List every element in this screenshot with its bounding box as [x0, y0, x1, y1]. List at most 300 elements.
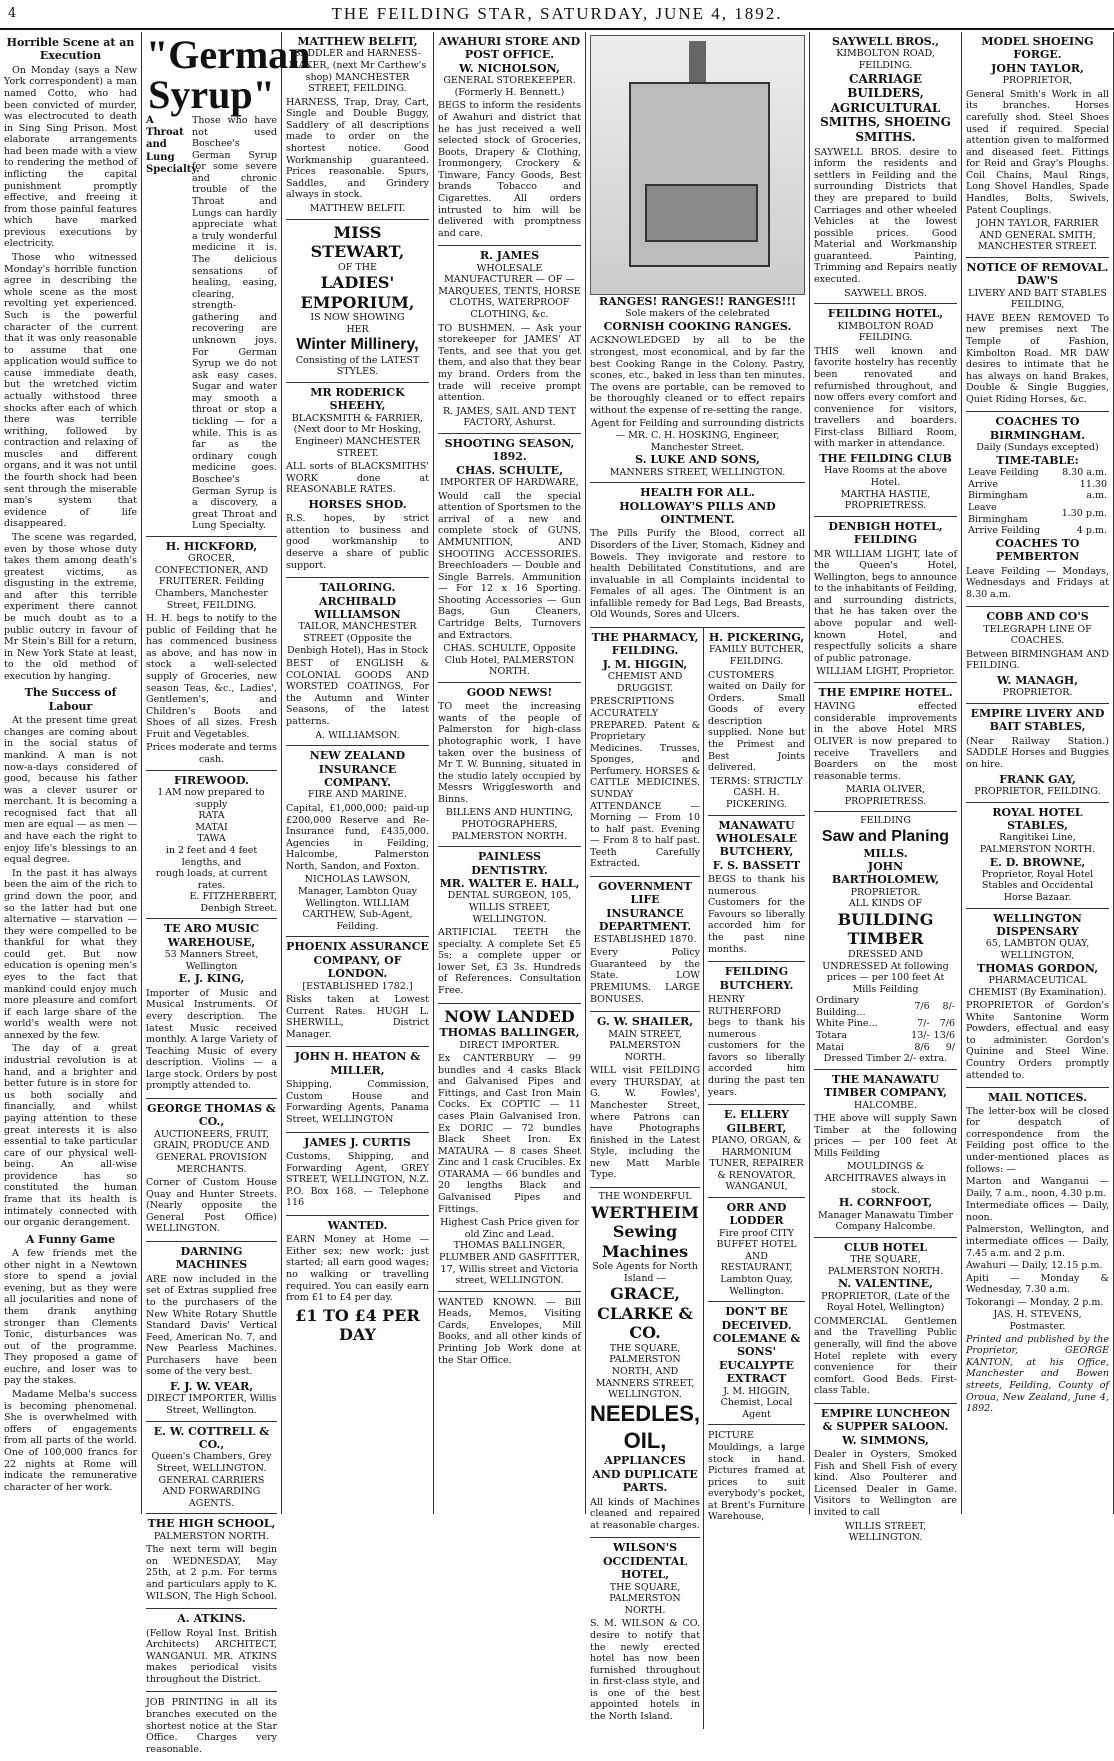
- ad-feilding-hotel: [814, 304, 957, 516]
- ad-text: HAVE BEEN REMOVED To new premises next The Temple of Fashion, Kimbolton Road. MR DAW desires to intimate that he has always on hand Brakes, Double & Single Buggies, Quiet Riding Horses, &c.: [966, 312, 1109, 405]
- ad-text: Dealer in Oysters, Smoked Fish and Shell Fish of every kind. Also Poulterer and Licensed Dealer in Game. Visitors to Wellington are invited to call: [814, 1449, 957, 1519]
- ad-text: Shipping, Commission, Custom House and Forwarding Agents, Panama Street, WELLINGTON: [286, 1079, 429, 1125]
- ad-heading: SHOOTING SEASON, 1892.: [444, 436, 575, 464]
- ad-subheading: MANNERS STREET, WELLINGTON.: [609, 466, 786, 478]
- ad-line: TAWA: [197, 833, 226, 845]
- ad-text: MR WILLIAM LIGHT, late of the Queen's Hotel, Wellington, begs to announce to the inhabitants of Feilding, and surrounding districts, that he has taken over the above popular and well-known Hotel, and respectfully solicits a share of public patronage.: [814, 548, 957, 664]
- ad-heading: CARRIAGE BUILDERS, AGRICULTURAL SMITHS, SHOEING SMITHS.: [820, 71, 951, 145]
- ad-nz-insurance: [286, 746, 429, 937]
- ad-text: ARTIFICIAL TEETH the specialty. A complete Set £5 5s; a complete upper or lower Set, £3 3s. Hundreds of References. Consultation Free.: [438, 927, 581, 997]
- ad-signature: MATTHEW BELFIT.: [309, 202, 406, 214]
- ad-signature: TERMS: STRICTLY CASH. H. PICKERING.: [710, 775, 803, 810]
- ad-text: Capital, £1,000,000; paid-up £200,000 Reserve and Re-Insurance fund, £435,000. Agencies in Feilding, Halcombe, Palmerston North, Sandon, and Foxton.: [286, 802, 429, 872]
- ad-line: Consisting of the LATEST STYLES.: [295, 354, 420, 378]
- ad-line: WILLIS STREET, WELLINGTON.: [844, 1520, 927, 1544]
- ad-heading: W. MANAGH,: [996, 674, 1079, 688]
- story-execution: [4, 36, 137, 682]
- table-row: White Pine... 7/- 7/6: [816, 1018, 955, 1030]
- ad-curtis: [286, 1133, 429, 1216]
- ad-heading: HEALTH FOR ALL.: [640, 486, 755, 500]
- ad-heading: PHOENIX ASSURANCE COMPANY, OF LONDON.: [286, 940, 429, 981]
- ad-text: TO meet the increasing wants of the people of Palmerston for high-class photographic work, I have taken over the business of Mr T. W. Bunning, situated in the studio lately occupied by Messrs Wrigglesworth and Binns.: [438, 701, 581, 805]
- column-6: [810, 32, 962, 1544]
- ad-signature: A. WILLIAMSON.: [315, 729, 400, 741]
- ad-signature: JOHN TAYLOR, FARRIER AND GENERAL SMITH, MANCHESTER STREET.: [976, 218, 1099, 253]
- ad-government-insurance: [590, 877, 700, 1012]
- ad-heading: GOOD NEWS!: [466, 685, 553, 699]
- ad-line: rough loads, at current rates.: [155, 868, 268, 891]
- ad-signature: JAS. H. STEVENS, Postmaster.: [993, 1309, 1082, 1333]
- ad-heading: NOW LANDED: [444, 1006, 575, 1026]
- ad-text: EARN Money at Home — Either sex; new work; just started; all earn good wages; no walking or travelling required. You can easily earn from £1 to £4 per day.: [286, 1234, 429, 1304]
- ad-text: Leave Feilding — Mondays, Wednesdays and Fridays at 8.30 a.m.: [966, 565, 1109, 600]
- ad-heading: FEILDING HOTEL,: [827, 307, 944, 321]
- ad-heading: COACHES TO PEMBERTON: [995, 536, 1080, 564]
- ad-empire-livery: [966, 704, 1109, 803]
- ad-text: COMMERCIAL Gentlemen and the Travelling Public generally, will find the above Hotel replete with every convenience for their comfort. Good Beds. First-class Table.: [814, 1315, 957, 1397]
- ad-royal-stables: [966, 803, 1109, 909]
- column-7: [962, 32, 1114, 1514]
- ad-text: BEST of ENGLISH & COLONIAL GOODS AND WORSTED COATINGS, For the Autumn and Winter Seasons, of the latest patterns.: [286, 658, 429, 727]
- ad-job-printing: [146, 1692, 277, 1761]
- ad-cobb-coaches: [966, 607, 1109, 704]
- ad-text: HARNESS, Trap, Dray, Cart, Single and Double Buggy, Saddlery of all descriptions made to order on the shortest notice. Good Workmanship guaranteed. Prices reasonable. Spurs, Saddles, and Grindery always in stock.: [286, 96, 429, 201]
- ad-heading: CLUB HOTEL: [844, 1240, 927, 1254]
- ad-heading: Sewing Machines: [601, 1222, 689, 1261]
- ad-heading: E. J. KING,: [178, 972, 245, 986]
- ad-dentistry: [438, 847, 581, 1003]
- ad-text: BEGS to thank his numerous Customers for the Favours so liberally accorded him for the past nine months.: [708, 874, 805, 955]
- ad-heading: Saw and Planing: [821, 828, 950, 846]
- ad-belfit: [286, 32, 429, 220]
- ad-heading: WANTED.: [327, 1218, 388, 1232]
- ad-subheading: DIRECT IMPORTER, Willis Street, Wellington.: [146, 1393, 277, 1416]
- ad-line: in 2 feet and 4 feet lengths, and: [165, 844, 258, 868]
- ad-subheading: GENERAL STOREKEEPER. (Formerly H. Bennett.): [443, 75, 576, 98]
- ad-text: PROPRIETOR of Gordon's White Santonine Worm Powders, effectual and easy to administer. Gordon's Quinine and Steel Wine. Country Orders promptly attended to.: [966, 1000, 1109, 1081]
- ad-heading: THE EMPIRE HOTEL.: [818, 685, 953, 699]
- ad-george-thomas: [146, 1099, 277, 1242]
- ad-heading: THOMAS GORDON,: [976, 961, 1099, 975]
- ad-heading: E. ELLERY GILBERT,: [724, 1108, 789, 1135]
- ad-text: All kinds of Machines cleaned and repaired at reasonable charges.: [590, 1496, 701, 1531]
- ad-music-warehouse: [146, 919, 277, 1099]
- ad-subheading: FIRE AND MARINE.: [307, 789, 408, 801]
- ad-signature: NICHOLAS LAWSON, Manager, Lambton Quay Wellington. WILLIAM CARTHEW, Sub-Agent, Feilding.: [297, 874, 418, 932]
- ad-denbigh-hotel: [814, 517, 957, 683]
- ad-subheading: PHARMACEUTICAL CHEMIST (By Examination).: [968, 975, 1107, 998]
- ad-heading: F. S. BASSETT: [712, 858, 801, 872]
- ad-subheading: THE SQUARE, PALMERSTON NORTH.: [609, 1581, 681, 1616]
- ad-schulte: [438, 434, 581, 683]
- ad-text: SAYWELL BROS. desire to inform the residents and settlers in Feilding and the surrounding Districts that they are prepared to build Carriages and other wheeled Vehicles at the lowest possible prices. Good Material and Workmanship guaranteed. Painting, Trimming and Repairs neatly executed.: [814, 146, 957, 286]
- ad-text: (Fellow Royal Inst. British Architects) ARCHITECT, WANGANUI. MR. ATKINS makes periodical visits throughout the District.: [146, 1627, 277, 1685]
- ad-heading: F. J. W. VEAR,: [169, 1380, 254, 1393]
- ad-text: THIS well known and favorite hostelry has recently been renovated and refurnished throughout, and now offers every comfort and convenience for visitors, travellers and boarders. First-class Billiard Room, with marker in attendance.: [814, 345, 957, 450]
- ad-text: HENRY RUTHERFORD begs to thank his numerous customers for the favors so liberally accorded him during the past ten years.: [708, 993, 805, 1098]
- story-heading: Horrible Scene at an Execution: [6, 36, 135, 63]
- ad-heading: MR. WALTER E. HALL,: [439, 877, 580, 891]
- ad-feilding-butchery: [708, 962, 805, 1105]
- ad-signature: WILLIAM LIGHT, Proprietor.: [816, 666, 955, 678]
- ad-subheading: THE SQUARE, PALMERSTON NORTH, AND MANNERS STREET, WELLINGTON.: [595, 1342, 695, 1401]
- ad-subheading: HALCOMBE.: [853, 1099, 918, 1111]
- column-2: [142, 32, 311, 1755]
- ad-subheading: BLACKSMITH & FARRIER, (Next door to Mr Hosking, Engineer) MANCHESTER STREET.: [291, 412, 424, 459]
- ad-heading: SAYWELL BROS.,: [831, 35, 940, 48]
- table-row: Ordinary Building... 7/6 8/-: [816, 995, 955, 1018]
- ad-signature: THOMAS BALLINGER, PLUMBER AND GASFITTER, 17, Willis street and Victoria street, WELLINGTON.: [438, 1240, 581, 1287]
- ad-heading: J. M. HIGGIN,: [602, 657, 688, 671]
- ad-line: I AM now prepared to supply: [158, 787, 265, 810]
- ad-subheading: 53 Manners Street, Wellington: [164, 949, 259, 972]
- ad-heading: H. CORNFOOT,: [838, 1196, 933, 1210]
- ad-ballinger: [438, 1004, 581, 1292]
- table-row: Arrive Birmingham 11.30 a.m.: [968, 478, 1107, 502]
- sub-column-right: [708, 628, 805, 1729]
- story-paragraph: The day of a great industrial revolution is at hand, and a brighter and better future is in store for us both socially and financially, and whilst paying attention to these great interests it is also essential to take particular care of our physical well-being. An all-wise providence has so constituted the human frame that its health is intimately connected with our organic derangement.: [4, 1043, 137, 1229]
- ad-german-syrup: [146, 32, 311, 537]
- ad-manawatu-timber: [814, 1070, 957, 1238]
- ad-subheading: Have Rooms at the above Hotel.: [824, 465, 947, 488]
- ad-heading: THE FEILDING CLUB: [819, 451, 952, 465]
- ad-text: CUSTOMERS waited on Daily for Orders. Small Goods of every description supplied. None but the Primest and Best Joints delivered.: [708, 669, 805, 774]
- ad-heading: THOMAS BALLINGER,: [439, 1026, 580, 1040]
- ad-gilbert: [708, 1105, 805, 1198]
- ad-williamson: [286, 578, 429, 746]
- ad-hickford: [146, 537, 277, 771]
- table-row: Matai 8/6 9/: [816, 1041, 955, 1053]
- ad-pharmacy: [590, 628, 700, 877]
- ad-text: Between BIRMINGHAM AND FEILDING.: [966, 648, 1109, 672]
- ad-dispensary: [966, 909, 1109, 1089]
- ad-heading: MODEL SHOEING FORGE.: [981, 35, 1094, 62]
- mail-line: Apiti — Monday & Wednesday, 7.30 a.m.: [966, 1272, 1109, 1296]
- ad-heading: DARNING MACHINES: [175, 1244, 248, 1272]
- ad-subheading: PROPRIETOR.: [1002, 687, 1073, 699]
- ad-subheading: Manager Manawatu Timber Company Halcombe.: [818, 1209, 953, 1233]
- ad-subheading: AUCTIONEERS, FRUIT, GRAIN, PRODUCE AND GENERAL PROVISION MERCHANTS.: [153, 1128, 270, 1175]
- ad-signature: J. M. HIGGIN, Chemist, Local Agent: [720, 1385, 793, 1420]
- ad-heading: THE MANAWATU TIMBER COMPANY,: [824, 1072, 947, 1100]
- ad-subheading: DENTAL SURGEON, 105, WILLIS STREET, WELLINGTON.: [447, 890, 572, 925]
- ad-signature: MARTHA HASTIE, PROPRIETRESS.: [840, 488, 931, 512]
- ad-line: FEILDING: [860, 815, 911, 827]
- ad-subheading: PROPRIETOR, FEILDING.: [974, 785, 1101, 797]
- ad-heading: COACHES TO BIRMINGHAM.: [989, 415, 1086, 442]
- ad-james: [438, 246, 581, 434]
- story-paragraph: Those who witnessed Monday's horrible function agree in describing the whole scene as the most revolting yet experienced. Such is the powerful character of the current that it was only reasonable to assume that one application would suffice to cause immediate death, but the wretched victim actually withstood three shocks after each of which there was terrible writhing, followed by contraction and relaxing of muscles and different organs, and it was not until the fourth shock had been sent through the miserable man's system that evidence of life disappeared.: [4, 252, 137, 530]
- ad-subheading: Rangitikei Line, PALMERSTON NORTH.: [979, 832, 1096, 855]
- column-5: [586, 32, 810, 1722]
- ad-subheading: CHEMIST AND DRUGGIST.: [607, 671, 683, 694]
- ad-heading: W. SIMMONS,: [842, 1433, 929, 1447]
- timber-price-table: [814, 995, 957, 1053]
- ad-heading: RANGES! RANGES!! RANGES!!!: [599, 295, 796, 308]
- story-heading: The Success of Labour: [24, 686, 117, 713]
- ad-text: HAVING effected considerable improvements in the above Hotel MRS OLIVER is now prepared to receive Travellers and Boarders on the most reasonable terms.: [814, 701, 957, 782]
- ad-subheading: DIRECT IMPORTER.: [459, 1039, 560, 1051]
- ad-sheehy: [286, 383, 429, 578]
- ad-heading: A. ATKINS.: [177, 1612, 246, 1626]
- ad-heading: NEEDLES, OIL,: [590, 1400, 701, 1453]
- ad-text: The next term will begin on WEDNESDAY, May 25th, at 2 p.m. For terms and particulars apply to K. WILSON, The High School.: [146, 1544, 277, 1602]
- ad-subheading: Proprietor, Royal Hotel Stables and Occidental Horse Bazaar.: [981, 868, 1094, 904]
- ad-text: PICTURE Mouldings, a large stock in hand. Pictures framed at prices to suit everybody's pocket, at Brent's Furniture Warehouse,: [708, 1430, 805, 1523]
- ad-text: (Near Railway Station.) SADDLE Horses and Buggies on hire.: [966, 735, 1109, 770]
- ad-nicholson: [438, 32, 581, 246]
- ad-heading: H. PICKERING,: [708, 631, 805, 644]
- ad-model-forge: [966, 32, 1109, 258]
- ad-saywell: [814, 32, 957, 304]
- ad-manawatu-butchery: [708, 816, 805, 963]
- ad-club-hotel: [814, 1238, 957, 1404]
- ad-heading: CHAS. SCHULTE,: [456, 463, 563, 477]
- ad-line: PROPRIETOR.: [850, 886, 921, 898]
- ad-text: Customs, Shipping, and Forwarding Agent, GREY STREET, WELLINGTON, N.Z. P.O. Box 168. — Telephone 116: [286, 1150, 429, 1209]
- ad-subheading: PALMERSTON NORTH.: [153, 1530, 270, 1542]
- story-paragraph: On Monday (says a New York correspondent) a man named Cotto, who had been convicted of murder, was electrocuted to death in Sing Sing Prison. Most elaborate arrangements had been made with a view to rendering the method of inflicting the capital punishment promptly effective, and freeing it from those painful features which have marked previous executions by electricity.: [4, 64, 137, 250]
- ad-heading: G. W. SHAILER,: [596, 1015, 694, 1029]
- table-row: Leave Birmingham 1.30 p.m.: [968, 502, 1107, 525]
- ad-empire-luncheon: [814, 1404, 957, 1548]
- ad-heading: R. JAMES: [479, 249, 540, 263]
- ad-line: MATAI: [195, 821, 228, 833]
- ad-subheading: MAIN STREET, PALMERSTON NORTH.: [608, 1028, 682, 1063]
- ad-heading: WILSON'S OCCIDENTAL HOTEL,: [602, 1541, 688, 1582]
- ad-subheading: TAILOR, MANCHESTER STREET (Opposite the Denbigh Hotel), Has in Stock: [286, 621, 429, 656]
- ad-shailer: [590, 1012, 700, 1188]
- ad-subheading: Fire proof CITY BUFFET HOTEL AND RESTAURANT, Lambton Quay, Wellington.: [716, 1227, 797, 1297]
- ad-heading: £1 TO £4 PER DAY: [295, 1305, 420, 1345]
- ad-subheading: FAMILY BUTCHER, FEILDING.: [708, 644, 805, 667]
- ad-text: THE above will supply Sawn Timber at the following prices — per 100 feet At Mills Feilding: [814, 1113, 957, 1159]
- ad-subheading: PROPRIETOR, (Late of the Royal Hotel, Wellington): [821, 1290, 950, 1314]
- german-syrup-label: A Throat and Lung Specialty.: [146, 115, 200, 175]
- mail-line: Awahuri — Daily, 12.15 p.m.: [966, 1260, 1103, 1272]
- ad-text: PRESCRIPTIONS ACCURATELY PREPARED. Patent & Proprietary Medicines. Trusses, Sponges, and Perfumery. HORSES & CATTLE MEDICINES. SUNDAY ATTENDANCE — Morning — From 10 to half past. Evening — From 8 to half past. Teeth Carefully Extracted.: [590, 696, 701, 870]
- ad-heading: DAW'S: [1016, 274, 1059, 288]
- ad-subheading: KIMBOLTON ROAD, FEILDING.: [836, 48, 935, 71]
- ad-phoenix: [286, 937, 429, 1047]
- ad-subheading: LIVERY AND BAIT STABLES FEILDING,: [968, 287, 1107, 311]
- ad-heading: Winter Millinery,: [296, 336, 419, 354]
- ad-heading: FRANK GAY,: [999, 772, 1076, 786]
- ad-heading: EMPIRE LUNCHEON & SUPPER SALOON.: [820, 1406, 951, 1434]
- ad-footer: Prices moderate and terms cash.: [146, 742, 277, 766]
- ad-line: HER: [346, 323, 369, 335]
- ad-heading: TAILORING.: [319, 581, 396, 595]
- ad-text: H. H. begs to notify to the public of Feilding that he has commenced business as above, and has now in stock a well-selected supply of Groceries, new season Teas, &c., Ladies', Gentlemen's, and Children's Boots and Shoes of all sizes. Fresh Fruit and Vegetables.: [146, 613, 277, 740]
- ad-text: General Smith's Work in all its branches. Horses carefully shod. Steel Shoes used if required. Special attention given to malformed and diseased feet. Fittings for Reid and Gray's Ploughs. Coil Chains, Maul Rings, Long Shovel Handles, Spade Handles, Bolts, Swivels, Patent Couplings.: [966, 88, 1109, 216]
- ad-subheading: SADDLER and HARNESS-MAKER, (next Mr Carthew's shop) MANCHESTER STREET, FEILDING.: [288, 48, 427, 95]
- ad-wanted-known: [438, 1292, 581, 1372]
- mail-notices: [966, 1088, 1109, 1419]
- ad-text: ARE now included in the set of Extras supplied free to the purchasers of the New White Rotary Shuttle Standard Davis' Vertical Feed, American No. 7, and New Pearless Machines. Purchasers have been some of the very best.: [146, 1273, 277, 1378]
- ad-line: THE WONDERFUL: [598, 1191, 692, 1203]
- ad-heading: GOVERNMENT LIFE INSURANCE DEPARTMENT.: [598, 880, 692, 934]
- page-number: 4: [8, 6, 17, 21]
- ad-text: WANTED KNOWN. — Bill Heads, Memos, Visiting Cards, Envelopes, Mill Books, and all other kinds of Printing Job Work done at the Star Office.: [438, 1296, 581, 1366]
- ad-text: R.S. hopes, by strict attention to business and good workmanship to deserve a share of public support.: [286, 513, 429, 571]
- ad-good-news: [438, 683, 581, 847]
- ad-heading: GEORGE THOMAS & CO.,: [147, 1101, 276, 1129]
- story-funny-game: [4, 1233, 137, 1494]
- ad-subheading: DRESSED AND UNDRESSED At following prices — per 100 feet At Mills Feilding: [822, 948, 949, 995]
- ad-heading: ORR AND LODDER: [726, 1200, 787, 1228]
- ad-heading: JOHN TAYLOR,: [991, 61, 1084, 75]
- ad-line: MOULDINGS & ARCHITRAVES always in stock.: [824, 1161, 947, 1196]
- ad-heading: TE ARO MUSIC WAREHOUSE,: [163, 922, 260, 949]
- column-4: [434, 32, 586, 1514]
- ad-heading: S. LUKE AND SONS,: [635, 453, 760, 467]
- ad-picture-mouldings: [708, 1425, 805, 1529]
- ad-signature: E. FITZHERBERT, Denbigh Street.: [189, 891, 277, 914]
- ad-text: JOB PRINTING in all its branches executed on the shortest notice at the Star Office. Charges very reasonable.: [146, 1697, 277, 1755]
- ad-text: WILL visit FEILDING every THURSDAY, at G. W. Fowles', Manchester Street, where Patrons can have Photographs finished in the Latest Style, including the new Matt Marble Type.: [590, 1065, 701, 1181]
- mail-line: Tokorangi — Monday, 2 p.m.: [966, 1296, 1104, 1308]
- ad-subheading: 65, LAMBTON QUAY, WELLINGTON,: [985, 938, 1090, 962]
- ad-heading: FIREWOOD.: [174, 773, 249, 787]
- story-paragraph: The scene was regarded, even by those whose duty takes them among death's greatest victims, as disgusting in the extreme, and after this terrible experiment there cannot be much doubt as to a public outcry in favour of Mr Stein's Bill for a return, in New York State at least, to the old method of execution by hanging.: [4, 531, 137, 682]
- ad-atkins: [146, 1609, 277, 1692]
- ad-subheading: PROPRIETOR,: [1002, 75, 1073, 87]
- ad-heading: NOTICE OF REMOVAL.: [966, 260, 1109, 274]
- ad-daws-stables: [966, 258, 1109, 413]
- ad-heading: MATTHEW BELFIT,: [297, 35, 418, 48]
- ad-line: Dressed Timber 2/- extra.: [823, 1053, 948, 1065]
- ad-subheading: Queen's Chambers, Grey Street, WELLINGTON. GENERAL CARRIERS AND FORWARDING AGENTS.: [151, 1451, 272, 1509]
- story-paragraph: A few friends met the other night in a Newtown store to spend a jovial evening, but as they were all jocularities and none of them drank anything stronger than Clements Tonic, disturbances was out of the programme. They proposed a game of euchre, and loser was to pay the stakes.: [4, 1248, 137, 1387]
- german-syrup-title: "German Syrup": [146, 32, 311, 117]
- ad-miss-stewart: [286, 220, 429, 383]
- sub-column-left: [590, 628, 704, 1729]
- ad-text: Risks taken at Lowest Current Rates. HUGH L. SHERWILL, District Manager.: [286, 994, 429, 1040]
- coach-timetable: [966, 467, 1109, 536]
- ad-line: IS NOW SHOWING: [310, 312, 405, 324]
- ad-subheading: ESTABLISHED 1870.: [593, 933, 697, 945]
- column-3: [282, 32, 434, 1514]
- ad-heading: MR RODERICK SHEEHY,: [310, 385, 405, 413]
- ad-text: BEGS to inform the residents of Awahuri and district that he has just received a well selected stock of Groceries, Boots, Drapery & Clothing, Ironmongery, Crockery & Tinware, Fancy Goods, Best brands Tobacco and Cigarettes. All orders intrusted to him will be delivered with promptness and care.: [438, 100, 581, 239]
- ad-subheading: Daily (Sundays excepted): [976, 442, 1099, 454]
- ad-text: TO BUSHMEN. — Ask your storekeeper for JAMES' AT Tents, and see that you get them, and also that they bear my brand. Orders from the trade will receive prompt attention.: [438, 322, 581, 404]
- table-row: Arrive Feilding 4 p.m.: [968, 525, 1107, 537]
- ad-heading: EMPIRE LIVERY AND BAIT STABLES,: [970, 707, 1105, 734]
- table-row: Leave Feilding 8.30 a.m.: [968, 467, 1107, 479]
- ad-heading: CORNISH COOKING RANGES.: [603, 319, 792, 333]
- ad-subheading: [ESTABLISHED 1782.]: [302, 980, 413, 992]
- ad-high-school: [146, 1514, 277, 1609]
- ad-heading: WELLINGTON DISPENSARY: [993, 911, 1082, 939]
- ad-saw-mills: [814, 812, 957, 1069]
- ad-signature: R. JAMES, SAIL AND TENT FACTORY, Ashurst.: [443, 405, 576, 429]
- ad-heading: H. HICKFORD,: [165, 539, 258, 553]
- ad-heading: DON'T BE DECEIVED. COLEMANE & SONS' EUCALYPTE EXTRACT: [712, 1305, 801, 1386]
- ad-line: RATA: [198, 810, 225, 822]
- story-paragraph: Madame Melba's success is becoming phenomenal. She is overwhelmed with offers of engagements from all parts of the world. One of 100,000 francs for 22 nights at Rome will indicate the remunerative character of her work.: [4, 1389, 137, 1493]
- ad-text: Corner of Custom House Quay and Hunter Streets. (Nearly opposite the General Post Office) WELLINGTON.: [146, 1177, 277, 1235]
- ad-heading: WERTHEIM: [591, 1202, 699, 1222]
- ad-heading: THE HIGH SCHOOL,: [147, 1517, 276, 1531]
- ad-text: ACKNOWLEDGED by all to be the strongest, most economical, and by far the best Cooking Range in the Colony. Pastry, scones, etc., baked in less than ten minutes. The ovens are portable, can be removed to be thoroughly cleaned or to effect repairs without the expense of re-setting the range.: [590, 335, 805, 416]
- mail-line: The letter-box will be closed for despatch of correspondence from the Feilding post office to the under-mentioned places as follows: —: [966, 1105, 1109, 1175]
- ad-subheading: TELEGRAPH LINE OF COACHES.: [983, 623, 1092, 647]
- ad-subheading: PIANO, ORGAN, & HARMONIUM TUNER, REPAIRER & RENOVATOR, WANGANUI,: [709, 1135, 804, 1193]
- ad-signature: MARIA OLIVER, PROPRIETRESS.: [844, 784, 927, 807]
- ad-line: Sole Agents for North Island —: [592, 1261, 698, 1284]
- ad-wilsons-hotel: [590, 1538, 700, 1728]
- german-syrup-text: Those who have not used Boschee's German Syrup for some severe and chronic trouble of the Throat and Lungs can hardly appreciate what a truly wonderful medicine it is. The delicious sensations of healing, easing, clearing, strength-gathering and recovering are unknown joys. For German Syrup we do not ask easy cases. Sugar and water may smooth a throat or stop a tickling — for a while. This is as far as the ordinary cough medicine goes. Boschee's German Syrup is a discovery, a great Throat and Lung Specialty.: [192, 115, 277, 532]
- ad-orr-lodder: [708, 1198, 805, 1302]
- cooking-range-illustration: [590, 35, 805, 295]
- ad-heading: DENBIGH HOTEL, FEILDING: [828, 519, 943, 547]
- ad-empire-hotel: [814, 683, 957, 813]
- ad-subheading: WHOLESALE MANUFACTURER — OF — MARQUEES, TENTS, HORSE CLOTHS, WATERPROOF CLOTHING, &c.: [438, 262, 581, 321]
- ad-eucalypte: [708, 1302, 805, 1425]
- ad-heading: MANAWATU WHOLESALE BUTCHERY,: [715, 818, 798, 859]
- ad-heading: E. W. COTTRELL & CO.,: [153, 1424, 270, 1451]
- masthead: [0, 0, 1114, 30]
- ad-text: ALL sorts of BLACKSMITHS' WORK done at REASONABLE RATES.: [286, 461, 429, 496]
- ad-firewood: [146, 771, 277, 920]
- ad-line: OF THE: [338, 261, 377, 273]
- ad-subheading: IMPORTER OF HARDWARE,: [440, 477, 579, 489]
- ad-heading: HORSES SHOD.: [308, 497, 407, 511]
- ad-signature: BILLENS AND HUNTING, PHOTOGRAPHERS, PALMERSTON NORTH.: [445, 807, 574, 842]
- ad-text: The Pills Purify the Blood, correct all Disorders of the Liver, Stomach, Kidney and Bowels. They invigorate and restore to health Debilitated Constitutions, and are invaluable in all Complaints incidental to Females of all ages. The Ointment is an infallible remedy for Bad Legs, Bad Breasts, Old Wounds, Sores and Ulcers.: [590, 528, 805, 621]
- ad-subheading: KIMBOLTON ROAD FEILDING.: [837, 320, 934, 344]
- ad-heading: PAINLESS DENTISTRY.: [471, 850, 548, 877]
- ad-heading: E. D. BROWNE,: [989, 855, 1086, 869]
- ad-heaton: [286, 1047, 429, 1132]
- ad-heading: FEILDING BUTCHERY.: [719, 965, 794, 992]
- ad-line: ALL KINDS OF: [848, 898, 923, 910]
- story-paragraph: In the past it has always been the aim of the rich to grind down the poor, and so the latter had but one alternative — starvation — they were compelled to be thankful for what they could get. But now education is opening men's eyes to the fact that mankind could enjoy much more pleasure and comfort if each large share of the world's wealth were not annexed by the few.: [4, 867, 137, 1041]
- ad-line: Highest Cash Price given for old Zinc and Lead.: [440, 1217, 579, 1240]
- ad-text: Would call the special attention of Sportsmen to the arrival of a new and complete stock of GUNS, AMMUNITION, AND SHOOTING ACCESSORIES. Breechloaders — Double and Single Barrels. Ammunition — For 12 x 16 Sporting. Shooting Accessories — Gun Bags, Gun Cleaners, Cartridge Belts, Turnovers and Extractors.: [438, 490, 581, 641]
- ad-heading: GRACE, CLARKE & CO.: [597, 1284, 693, 1343]
- ad-heading: MILLS.: [863, 846, 908, 860]
- ad-wanted: [286, 1216, 429, 1349]
- ad-text: Every Policy Guaranteed by the State. LOW PREMIUMS. LARGE BONUSES.: [590, 947, 701, 1005]
- ad-heading: MISS STEWART,: [310, 222, 405, 262]
- newspaper-title: THE FEILDING STAR, SATURDAY, JUNE 4, 1892.: [331, 4, 783, 23]
- ad-heading: AWAHURI STORE AND POST OFFICE.: [438, 35, 581, 62]
- mail-line: Intermediate offices — Daily, noon.: [966, 1200, 1109, 1223]
- ad-subheading: THE SQUARE, PALMERSTON NORTH.: [827, 1254, 944, 1277]
- ad-text: Ex CANTERBURY — 99 bundles and 4 casks Black and Galvanised Pipes and Fittings, and Cast Iron Main Cocks. Ex COPTIC — 11 cases Plain Galvanised Iron. Ex DORIC — 72 bundles Black Sheet Iron. Ex MATAURA — 8 cases Sheet Zinc and 1 cask Crucibles. Ex OTARAMA — 66 bundles and 20 lengths Black and Galvanised Pipes and Fittings.: [438, 1053, 581, 1215]
- ad-heading: THE PHARMACY, FEILDING.: [591, 631, 699, 658]
- ad-heading: JOHN H. HEATON & MILLER,: [294, 1050, 421, 1077]
- ad-subheading: GROCER, CONFECTIONER, AND FRUITERER. Feilding Chambers, Manchester Street, FEILDING.: [154, 553, 269, 611]
- ad-heading: HOLLOWAY'S PILLS AND OINTMENT.: [619, 499, 776, 526]
- mail-line: Marton and Wanganui — Daily, 7 a.m., noon, 4.30 p.m.: [966, 1176, 1109, 1199]
- ad-wertheim: [590, 1188, 700, 1538]
- story-labour: [4, 686, 137, 1228]
- ad-heading: ROYAL HOTEL STABLES,: [992, 805, 1083, 832]
- ad-heading: APPLIANCES AND DUPLICATE PARTS.: [592, 1454, 698, 1495]
- ad-heading: ARCHIBALD WILLIAMSON: [314, 594, 401, 621]
- story-paragraph: At the present time great changes are coming about in the social status of mankind. A man is not now-a-days considered of good, because his father was a clever usurer or merchant. It is becoming a recognised fact that all men are equal — as men — and have each the right to enjoy life's blessings to an equal degree.: [4, 715, 137, 866]
- ad-text: S. M. WILSON & CO. desire to notify that the newly erected hotel has now been furnished throughout in first-class style, and is one of the best appointed hotels in the North Island.: [590, 1618, 701, 1722]
- ad-coaches: [966, 412, 1109, 607]
- ad-signature: CHAS. SCHULTE, Opposite Club Hotel, PALMERSTON NORTH.: [443, 643, 576, 678]
- ad-holloway: [590, 483, 805, 628]
- ad-signature: Agent for Feilding and surrounding districts — MR. C. H. HOSKING, Engineer, Manchester Street.: [590, 418, 805, 453]
- ad-heading: TIME-TABLE:: [996, 453, 1079, 467]
- ad-cornish-ranges: [590, 32, 805, 483]
